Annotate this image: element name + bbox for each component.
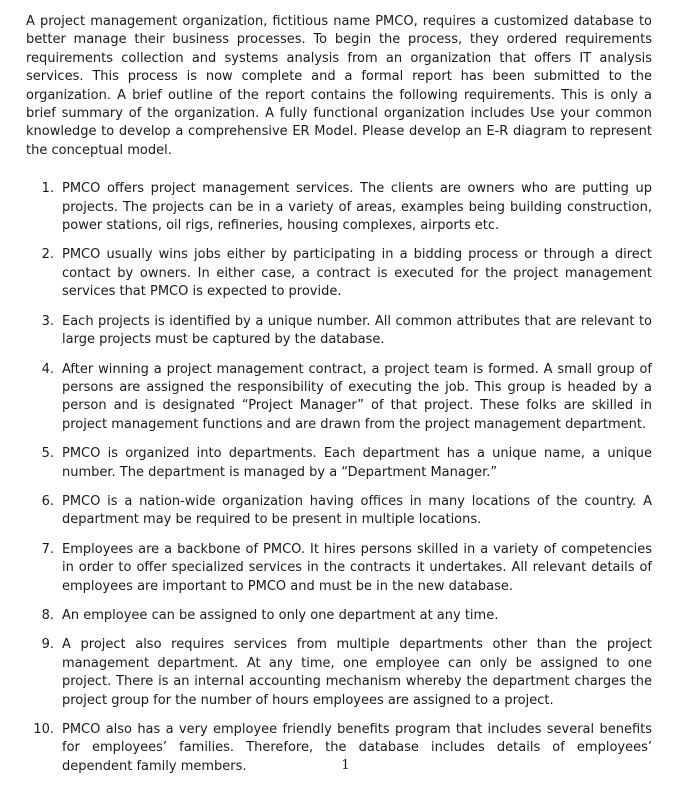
requirement-item (26, 313, 652, 350)
requirement-text: A project also requires services from multiple departments other than the project management department. At any time, one employee can only be assigned to one project. There is an internal accounting mechanism whereby the department charges the project group for the number of hours employees are assigned to a project. (62, 637, 652, 708)
requirement-text: PMCO offers project management services. The clients are owners who are putting up projects. The projects can be in a variety of areas, examples being building construction, power stations, oil rigs, refineries, housing complexes, airports etc. (62, 181, 652, 234)
requirement-item (26, 246, 652, 301)
requirement-number: 1. (41, 181, 54, 197)
requirement-number: 6. (41, 493, 54, 509)
intro-paragraph: A project management organization, fictitious name PMCO, requires a customized database to better manage their business processes. To begin the process, they ordered requirements requirements collection and systems analysis from an organization that offers IT analysis services. This process is now complete and a formal report has been submitted to the organization. A brief outline of the report contains the following requirements. This is only a brief summary of the organization. A fully functional organization includes Use your common knowledge to develop a comprehensive ER Model. Please develop an E-R diagram to represent the conceptual model. (26, 14, 652, 158)
requirement-item (26, 180, 652, 235)
requirement-item (26, 493, 652, 530)
requirement-text: PMCO also has a very employee friendly benefits program that includes several benefits for employees’ families. Therefore, the database includes details of employees’ dependent family members. (62, 722, 652, 774)
requirement-item (26, 607, 652, 625)
requirement-number: 3. (41, 313, 54, 329)
requirement-number: 5. (41, 446, 54, 462)
requirement-text: PMCO is organized into departments. Each department has a unique name, a unique number. The department is managed by a “Department Manager.” (62, 446, 652, 480)
requirement-item (26, 445, 652, 482)
requirements-list (26, 180, 652, 776)
requirement-number: 9. (41, 637, 54, 653)
requirement-number: 2. (41, 247, 54, 263)
document-page (26, 13, 652, 787)
requirement-text: Employees are a backbone of PMCO. It hires persons skilled in a variety of competencies in order to offer specialized services in the contracts it undertakes. All relevant details of employees are important to PMCO and must be in the new database. (62, 541, 652, 594)
requirement-text: PMCO usually wins jobs either by participating in a bidding process or through a direct contact by owners. In either case, a contract is executed for the project management services that PMCO is expected to provide. (62, 247, 652, 300)
requirement-text: An employee can be assigned to only one department at any time. (62, 607, 499, 623)
requirement-number: 10. (33, 722, 54, 737)
requirement-text: After winning a project management contract, a project team is formed. A small group of persons are assigned the responsibility of executing the job. This group is headed by a person and is designated “Project Manager” of that project. These folks are skilled in project management functions and are drawn from the project management department. (62, 361, 652, 432)
requirement-text: Each projects is identified by a unique number. All common attributes that are relevant to large projects must be captured by the database. (62, 313, 652, 348)
requirement-number: 4. (41, 361, 54, 377)
requirement-item (26, 636, 652, 710)
requirement-number: 7. (41, 541, 54, 557)
requirement-number: 8. (41, 607, 54, 623)
page-number: 1 (341, 758, 350, 773)
requirement-item (26, 541, 652, 596)
requirement-item (26, 361, 652, 435)
requirement-text: PMCO is a nation-wide organization having offices in many locations of the country. A department may be required to be present in multiple locations. (62, 493, 652, 528)
